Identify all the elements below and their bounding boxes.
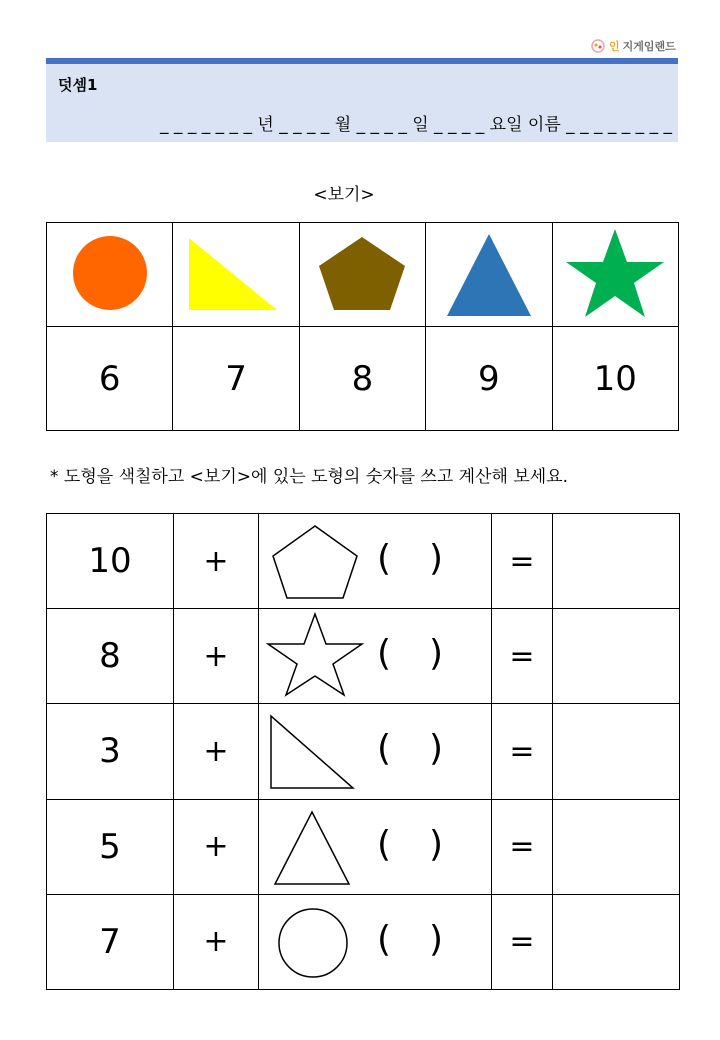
- problem-row: [47, 894, 680, 989]
- ref-value-star: 10: [552, 327, 678, 431]
- problem-row: [47, 799, 680, 894]
- ref-value-right-triangle: 7: [173, 327, 299, 431]
- answer-cell[interactable]: [553, 704, 680, 799]
- reference-table: [46, 222, 679, 431]
- equals-sign: =: [492, 704, 553, 799]
- circle-outline-icon[interactable]: [265, 901, 365, 985]
- shape-cell: ( ): [259, 704, 492, 799]
- ref-shape-cell: [299, 223, 425, 327]
- ref-value-pentagon: 8: [299, 327, 425, 431]
- star-outline-icon[interactable]: [265, 611, 365, 697]
- equals-sign: =: [492, 609, 553, 704]
- date-name-line: _ _ _ _ _ _ _ 년 _ _ _ _ 월 _ _ _ _ 일 _ _ _ _ 요일 이름 _ _ _ _ _ _ _ _: [160, 115, 672, 135]
- plus-sign: +: [174, 514, 259, 609]
- ref-shape-cell: [47, 223, 173, 327]
- problem-number: 7: [47, 894, 174, 989]
- triangle-outline-icon[interactable]: [265, 806, 365, 890]
- pentagon-outline-icon[interactable]: [265, 520, 365, 604]
- problem-number: 3: [47, 704, 174, 799]
- worksheet-header: [46, 58, 678, 142]
- equals-sign: =: [492, 799, 553, 894]
- ref-value-circle: 6: [47, 327, 173, 431]
- shape-cell: ( ): [259, 894, 492, 989]
- star-icon: [560, 225, 670, 321]
- brand-name-part2: 지게임랜드: [622, 40, 676, 53]
- triangle-icon: [439, 228, 539, 318]
- problem-row: [47, 704, 680, 799]
- pentagon-icon: [312, 228, 412, 318]
- brand-name-part1: 인: [609, 40, 620, 53]
- ref-shape-cell: [173, 223, 299, 327]
- ref-shape-cell: [552, 223, 678, 327]
- brain-icon: [590, 38, 606, 54]
- reference-label: <보기>: [313, 185, 375, 205]
- worksheet-title: 덧셈1: [58, 76, 98, 94]
- ref-shape-cell: [426, 223, 552, 327]
- right-triangle-outline-icon[interactable]: [265, 710, 365, 794]
- problem-table: [46, 513, 680, 990]
- plus-sign: +: [174, 704, 259, 799]
- plus-sign: +: [174, 609, 259, 704]
- plus-sign: +: [174, 799, 259, 894]
- problem-number: 5: [47, 799, 174, 894]
- problem-row: [47, 609, 680, 704]
- right-triangle-icon: [181, 228, 291, 318]
- circle-icon: [60, 228, 160, 318]
- shape-cell: ( ): [259, 514, 492, 609]
- plus-sign: +: [174, 894, 259, 989]
- instruction-text: * 도형을 색칠하고 <보기>에 있는 도형의 숫자를 쓰고 계산해 보세요.: [50, 467, 568, 487]
- brand-logo: [590, 37, 690, 55]
- problem-row: [47, 514, 680, 609]
- answer-cell[interactable]: [553, 894, 680, 989]
- problem-number: 10: [47, 514, 174, 609]
- shape-cell: ( ): [259, 609, 492, 704]
- answer-cell[interactable]: [553, 514, 680, 609]
- answer-cell[interactable]: [553, 799, 680, 894]
- answer-cell[interactable]: [553, 609, 680, 704]
- equals-sign: =: [492, 514, 553, 609]
- equals-sign: =: [492, 894, 553, 989]
- problem-number: 8: [47, 609, 174, 704]
- ref-value-triangle: 9: [426, 327, 552, 431]
- shape-cell: ( ): [259, 799, 492, 894]
